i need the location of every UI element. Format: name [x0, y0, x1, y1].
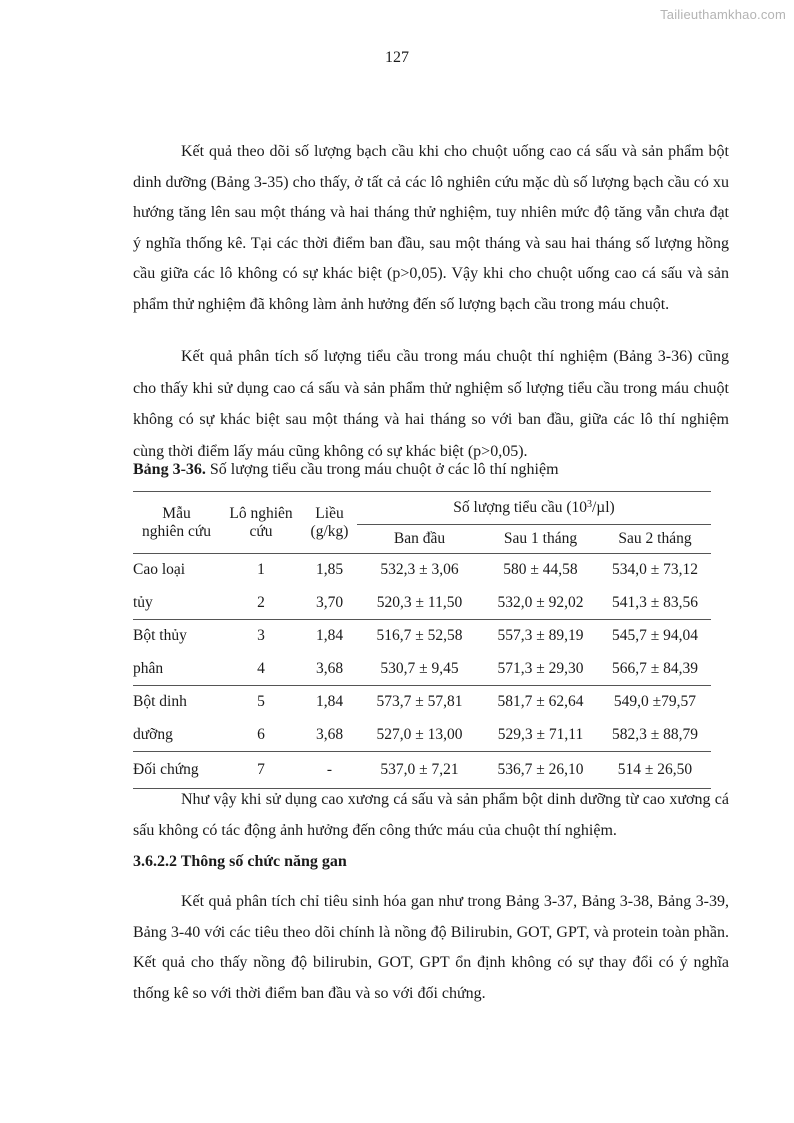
cell-sample: Bột dinh	[133, 686, 220, 719]
table-caption-text: Số lượng tiểu cầu trong máu chuột ở các lô thí nghiệm	[209, 461, 559, 478]
cell-dose: 1,84	[302, 686, 357, 719]
section-heading: 3.6.2.2 Thông số chức năng gan	[133, 853, 347, 870]
cell-group: 2	[257, 593, 265, 611]
cell-dose: -	[302, 752, 357, 789]
cell-month1: 529,3 ± 71,11	[497, 725, 584, 743]
cell-dose: 1,85	[302, 554, 357, 587]
cell-sample: Đối chứng	[133, 752, 220, 789]
table-caption	[133, 461, 559, 479]
cell-sample: dưỡng	[133, 725, 173, 743]
table-row	[133, 620, 711, 653]
cell-sample: Cao loại	[133, 554, 220, 587]
header-sample: Mẫu nghiên cứu	[133, 492, 220, 554]
table-row	[133, 686, 711, 719]
cell-initial: 527,0 ± 13,00	[376, 725, 463, 743]
cell-sample: Bột thủy	[133, 620, 220, 653]
header-month1: Sau 1 tháng	[503, 530, 578, 547]
cell-initial: 530,7 ± 9,45	[380, 659, 459, 677]
cell-month1: 536,7 ± 26,10	[482, 752, 599, 789]
paragraph-platelets	[133, 341, 729, 467]
header-platelet-count: Số lượng tiểu cầu $(10^3/\mu l)$	[357, 492, 711, 525]
cell-month2: 549,0 ±79,57	[599, 686, 711, 719]
paragraph-text: Kết quả phân tích số lượng tiểu cầu trong máu chuột thí nghiệm (Bảng 3-36) cũng cho thấy khi sử dụng cao cá sấu và sản phẩm thử nghiệm số lượng tiểu cầu trong máu chuột không có sự khác biệt sau một tháng và hai tháng so với ban đầu, giữa các lô thí nghiệm cùng thời điểm lấy máu cũng không có sự khác biệt (p>0,05).	[133, 348, 729, 460]
cell-month2: 534,0 ± 73,12	[599, 554, 711, 587]
cell-sample: phân	[133, 659, 164, 677]
cell-dose: 3,68	[315, 659, 344, 677]
table-row	[133, 653, 711, 686]
cell-initial: 537,0 ± 7,21	[357, 752, 482, 789]
cell-month2: 566,7 ± 84,39	[611, 659, 698, 677]
cell-month2: 582,3 ± 88,79	[611, 725, 698, 743]
cell-group: 6	[257, 725, 265, 743]
header-dose: Liều (g/kg)	[302, 492, 357, 554]
cell-dose: 3,68	[315, 725, 344, 743]
cell-month1: 571,3 ± 29,30	[497, 659, 584, 677]
table-row	[133, 554, 711, 587]
cell-month1: 581,7 ± 62,64	[482, 686, 599, 719]
cell-group: 1	[220, 554, 302, 587]
watermark: Tailieuthamkhao.com	[660, 7, 786, 22]
paragraph-text: Kết quả phân tích chỉ tiêu sinh hóa gan như trong Bảng 3-37, Bảng 3-38, Bảng 3-39, Bảng 3-40 với các tiêu theo dõi chính là nồng độ Bilirubin, GOT, GPT, và protein toàn phần. Kết quả cho thấy nồng độ bilirubin, GOT, GPT ổn định không có sự thay đổi có ý nghĩa thống kê so với thời điểm ban đầu và so với đối chứng.	[133, 893, 729, 1002]
cell-month2: 514 ± 26,50	[599, 752, 711, 789]
cell-month1: 580 ± 44,58	[482, 554, 599, 587]
paragraph-text: Như vậy khi sử dụng cao xương cá sấu và sản phẩm bột dinh dưỡng từ cao xương cá sấu không có tác động ảnh hưởng đến công thức máu của chuột thí nghiệm.	[133, 791, 729, 839]
page-number: 127	[385, 49, 409, 66]
cell-month1: 557,3 ± 89,19	[482, 620, 599, 653]
cell-group: 5	[220, 686, 302, 719]
header-group: Lô nghiên cứu	[220, 492, 302, 554]
platelet-table	[133, 491, 711, 789]
cell-dose: 3,70	[315, 593, 344, 611]
cell-group: 4	[257, 659, 265, 677]
table-row	[133, 587, 711, 620]
cell-sample: tủy	[133, 593, 153, 611]
cell-initial: 516,7 ± 52,58	[357, 620, 482, 653]
cell-group: 3	[220, 620, 302, 653]
paragraph-conclusion	[133, 784, 729, 846]
paragraph-text: Kết quả theo dõi số lượng bạch cầu khi cho chuột uống cao cá sấu và sản phẩm bột dinh dưỡng (Bảng 3-35) cho thấy, ở tất cả các lô nghiên cứu mặc dù số lượng bạch cầu có xu hướng tăng lên sau một tháng và hai tháng thử nghiệm, tuy nhiên mức độ tăng vẫn chưa đạt ý nghĩa thống kê. Tại các thời điểm ban đầu, sau một tháng và sau hai tháng số lượng hồng cầu giữa các lô không có sự khác biệt (p>0,05). Vậy khi cho chuột uống cao cá sấu và sản phẩm thử nghiệm đã không làm ảnh hưởng đến số lượng bạch cầu trong máu chuột.	[133, 143, 729, 313]
cell-initial: 532,3 ± 3,06	[357, 554, 482, 587]
cell-month1: 532,0 ± 92,02	[497, 593, 584, 611]
cell-month2: 541,3 ± 83,56	[611, 593, 698, 611]
table-row	[133, 752, 711, 789]
cell-initial: 520,3 ± 11,50	[376, 593, 463, 611]
paragraph-liver-function	[133, 887, 729, 1009]
cell-initial: 573,7 ± 57,81	[357, 686, 482, 719]
header-month2: Sau 2 tháng	[618, 530, 692, 547]
cell-dose: 1,84	[302, 620, 357, 653]
paragraph-white-blood-cells	[133, 137, 729, 320]
cell-group: 7	[220, 752, 302, 789]
table-caption-label: Bảng 3-36.	[133, 461, 206, 478]
header-initial: Ban đầu	[393, 530, 446, 547]
cell-month2: 545,7 ± 94,04	[599, 620, 711, 653]
table-row	[133, 719, 711, 752]
